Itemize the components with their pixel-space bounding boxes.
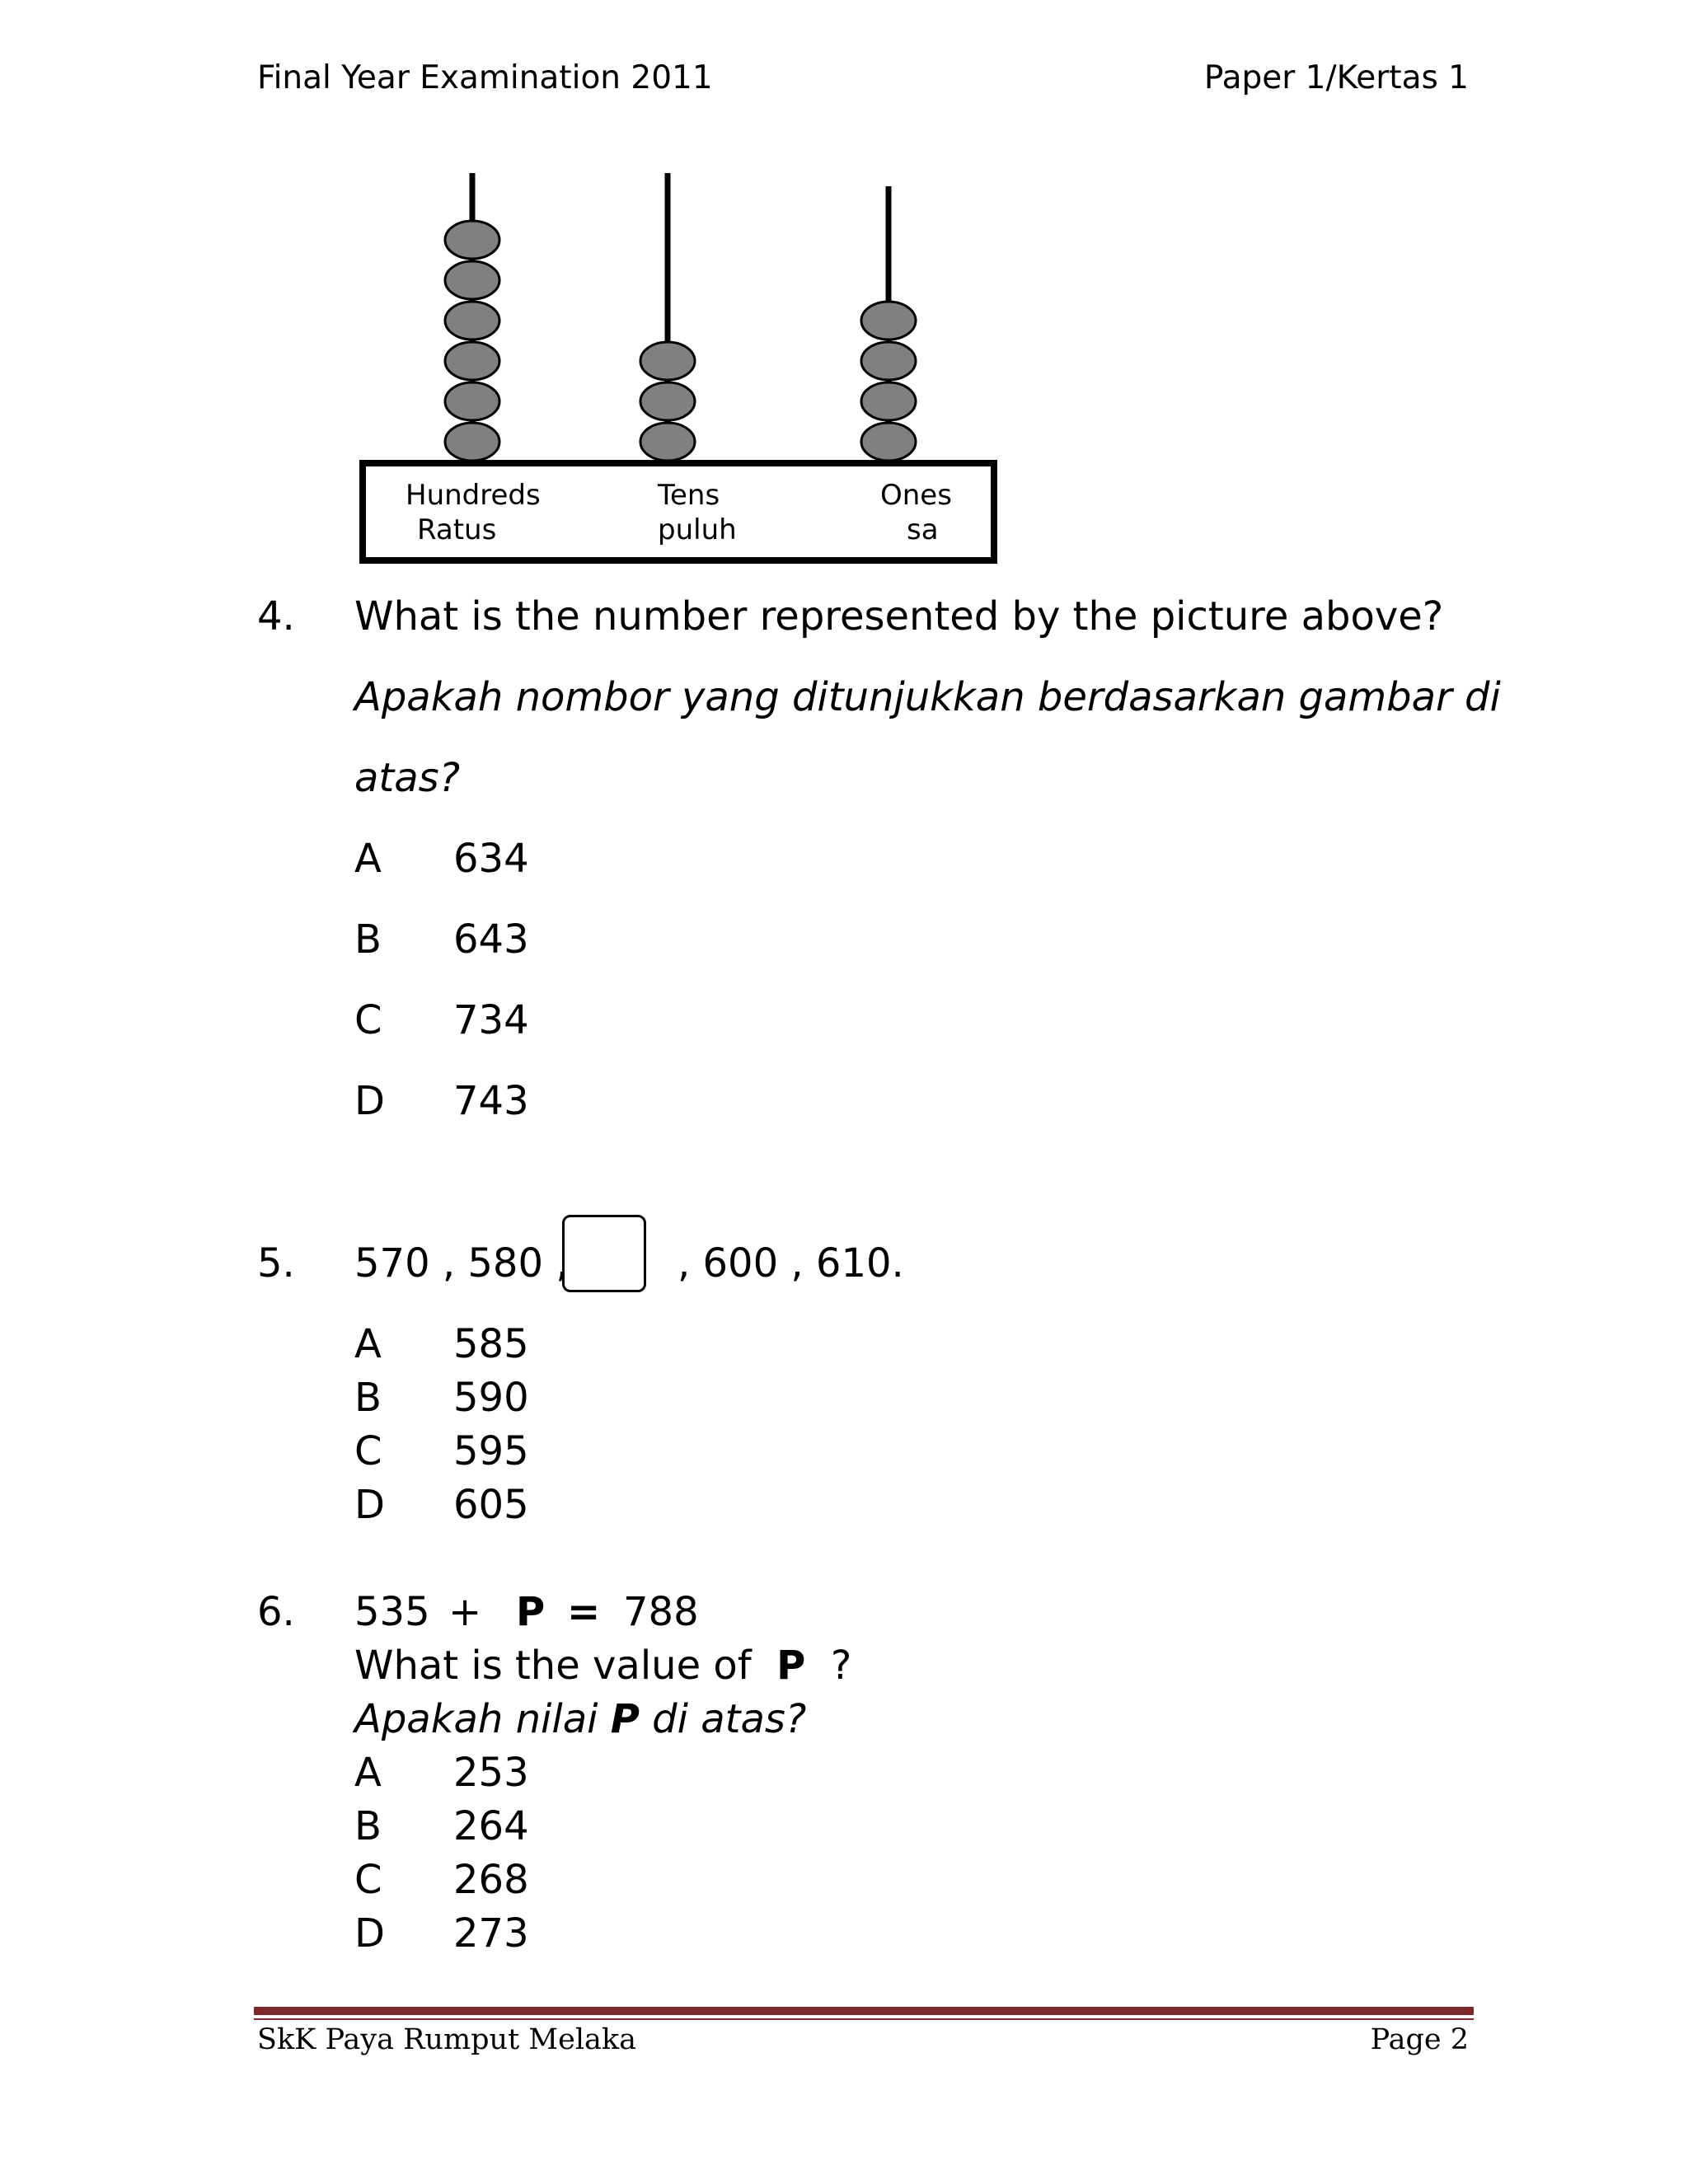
q4-option-b-label: B — [354, 916, 382, 963]
abacus-bead-ones — [861, 302, 916, 340]
footer-school: SkK Paya Rumput Melaka — [257, 2023, 636, 2056]
abacus-label-tens: Tens — [658, 479, 720, 512]
q6-text-ms-after: di atas? — [652, 1696, 807, 1742]
q5-option-b-value: 590 — [453, 1375, 529, 1421]
q6-eq-plus: + — [448, 1589, 482, 1635]
q4-option-d-label: D — [354, 1078, 385, 1124]
abacus-bead-tens — [640, 382, 695, 420]
q6-option-d-value: 273 — [453, 1910, 529, 1957]
abacus-bead-hundreds — [445, 261, 499, 299]
q4-option-d-value: 743 — [453, 1078, 529, 1124]
q6-eq-equals: = — [567, 1589, 601, 1635]
abacus-bead-ones — [861, 342, 916, 380]
q5-number: 5. — [257, 1240, 295, 1286]
abacus-label-sa: sa — [907, 513, 939, 546]
q5-sequence-after: , 600 , 610. — [678, 1240, 904, 1286]
q6-option-a-value: 253 — [453, 1750, 529, 1796]
abacus-bead-hundreds — [445, 302, 499, 340]
abacus-bead-ones — [861, 382, 916, 420]
q6-option-d-label: D — [354, 1910, 385, 1957]
q6-option-b-value: 264 — [453, 1803, 529, 1849]
header-paper: Paper 1/Kertas 1 — [1203, 59, 1469, 96]
abacus-figure — [0, 0, 1688, 593]
q6-text-ms — [354, 1696, 806, 1742]
q6-text-ms-before: Apakah nilai — [354, 1696, 598, 1742]
footer-page-number: Page 2 — [1370, 2023, 1469, 2056]
abacus-label-ones: Ones — [880, 479, 952, 512]
abacus-bead-tens — [640, 342, 695, 380]
q5-option-a-value: 585 — [453, 1321, 529, 1367]
abacus-bead-tens — [640, 423, 695, 461]
q4-text-en: What is the number represented by the picture above? — [354, 593, 1444, 640]
q5-sequence-before: 570 , 580 , — [354, 1240, 569, 1286]
abacus-label-puluh: puluh — [658, 513, 737, 546]
q6-number: 6. — [257, 1589, 295, 1635]
q4-number: 4. — [257, 593, 295, 640]
q6-option-c-value: 268 — [453, 1857, 529, 1903]
abacus-bead-hundreds — [445, 382, 499, 420]
q5-answer-box — [562, 1215, 646, 1292]
q6-text-ms-p: P — [610, 1696, 640, 1742]
q6-option-a-label: A — [354, 1750, 382, 1796]
footer-rule-thin — [254, 2018, 1474, 2020]
abacus-bead-hundreds — [445, 221, 499, 259]
q4-option-c-value: 734 — [453, 997, 529, 1043]
q4-option-a-label: A — [354, 836, 382, 882]
q4-text-ms-line2: atas? — [354, 755, 461, 801]
abacus-bead-ones — [861, 423, 916, 461]
footer-rule-thick — [254, 2007, 1474, 2015]
q5-option-d-value: 605 — [453, 1482, 529, 1528]
q6-eq-p: P — [516, 1589, 546, 1635]
q6-eq-result: 788 — [623, 1589, 699, 1635]
abacus-bead-hundreds — [445, 342, 499, 380]
q6-text-en-before: What is the value of — [354, 1643, 752, 1689]
q5-option-a-label: A — [354, 1321, 382, 1367]
abacus-bead-hundreds — [445, 423, 499, 461]
q6-option-b-label: B — [354, 1803, 382, 1849]
q5-option-c-label: C — [354, 1428, 382, 1474]
abacus-label-ratus: Ratus — [417, 513, 497, 546]
q5-option-b-label: B — [354, 1375, 382, 1421]
header-title: Final Year Examination 2011 — [257, 59, 713, 96]
q6-text-en-p: P — [776, 1643, 806, 1689]
q5-option-c-value: 595 — [453, 1428, 529, 1474]
q6-eq-a: 535 — [354, 1589, 430, 1635]
q4-option-b-value: 643 — [453, 916, 529, 963]
q6-text-en-after: ? — [830, 1643, 852, 1689]
q5-option-d-label: D — [354, 1482, 385, 1528]
q4-option-a-value: 634 — [453, 836, 529, 882]
q6-option-c-label: C — [354, 1857, 382, 1903]
q4-option-c-label: C — [354, 997, 382, 1043]
abacus-label-hundreds: Hundreds — [406, 479, 541, 512]
q6-text-en — [354, 1643, 851, 1689]
q4-text-ms-line1: Apakah nombor yang ditunjukkan berdasarkan gambar di — [354, 674, 1501, 720]
